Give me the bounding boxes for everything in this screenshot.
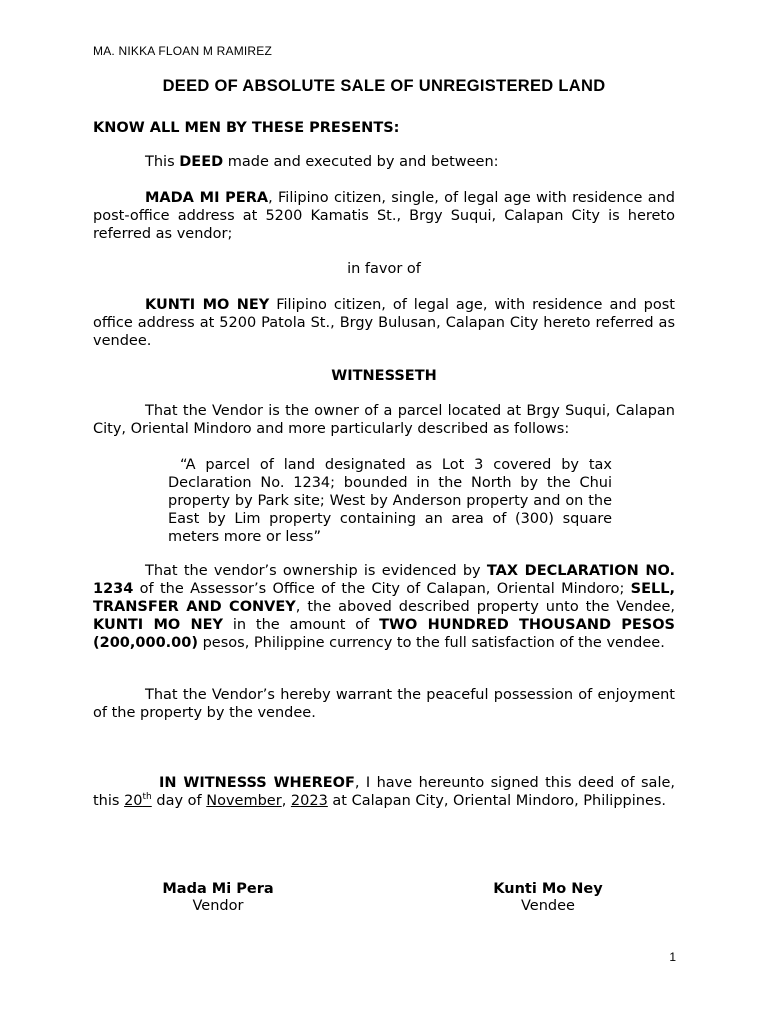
ownership-b4: TWO HUNDRED THOUSAND PESOS (200,000.00) xyxy=(93,617,675,651)
vendee-text: Filipino citizen, of legal age, with residence and post office address at 5200 Patola St., Brgy Bulusan, Calapan City hereto referred as vendee. xyxy=(93,297,675,349)
vendee-signature-name xyxy=(478,881,618,897)
vendee-name-bold: KUNTI MO NEY xyxy=(145,297,270,313)
vendor-name-bold: MADA MI PERA xyxy=(145,190,269,206)
vendor-paragraph xyxy=(93,189,675,243)
ownership-b1: TAX DECLARATION NO. 1234 xyxy=(93,563,676,597)
witness-bold: IN WITNESSS WHEREOF xyxy=(159,775,355,791)
witness-t1: , I have hereunto signed this deed of sale, this xyxy=(93,775,676,809)
know-all-heading: KNOW ALL MEN BY THESE PRESENTS: xyxy=(93,120,400,136)
quote-text: “A parcel of land designated as Lot 3 covered by tax Declaration No. 1234; bounded in the North by the Chui property by Park site; West by Anderson property and on the East by Lim property containing an area of (300) square meters more or less” xyxy=(168,457,612,545)
vendee-paragraph xyxy=(93,296,675,350)
warrant-paragraph xyxy=(93,686,675,722)
ownership-t4: in the amount of xyxy=(223,617,380,633)
ownership-b3: KUNTI MO NEY xyxy=(93,617,224,633)
intro-paragraph xyxy=(93,153,675,171)
vendor-sig-name-bold: Mada Mi Pera xyxy=(162,881,274,897)
witness-day xyxy=(124,793,152,809)
vendor-text: , Filipino citizen, single, of legal age with residence and post-office address at 5200 Kamatis St., Brgy Suqui, Calapan City is hereto referred as vendor; xyxy=(93,190,675,242)
page-number: 1 xyxy=(669,950,676,964)
header-author: MA. NIKKA FLOAN M RAMIREZ xyxy=(93,44,273,58)
parcel-text: That the Vendor is the owner of a parcel located at Brgy Suqui, Calapan City, Oriental Mindoro and more particularly described as follows: xyxy=(93,403,675,437)
witness-day-suffix: th xyxy=(142,792,152,803)
parcel-paragraph xyxy=(93,402,675,438)
witness-t2: day of xyxy=(151,793,207,809)
property-description-quote xyxy=(168,456,612,546)
document-title: DEED OF ABSOLUTE SALE OF UNREGISTERED LAND xyxy=(162,77,606,95)
vendor-signature-block xyxy=(148,881,288,914)
ownership-t5: pesos, Philippine currency to the full satisfaction of the vendee. xyxy=(197,635,665,651)
witness-day-number: 20 xyxy=(124,793,143,809)
witness-month: November xyxy=(206,793,282,809)
vendee-role-label: Vendee xyxy=(521,898,575,914)
witness-year: 2023 xyxy=(290,793,328,809)
witnesseth-bold: WITNESSETH xyxy=(331,368,437,384)
in-favor-of: in favor of xyxy=(347,261,421,277)
witness-t3: , xyxy=(281,793,291,809)
ownership-b2: SELL, TRANSFER AND CONVEY xyxy=(93,581,675,615)
vendor-role-label: Vendor xyxy=(192,898,244,914)
intro-pre: This xyxy=(145,154,180,170)
witness-whereof-paragraph xyxy=(93,774,675,810)
ownership-t2: of the Assessor’s Office of the City of Calapan, Oriental Mindoro; xyxy=(133,581,631,597)
ownership-t3: , the aboved described property unto the Vendee, xyxy=(295,599,675,615)
witness-t4: at Calapan City, Oriental Mindoro, Philippines. xyxy=(327,793,667,809)
ownership-paragraph xyxy=(93,562,675,652)
vendee-signature-block xyxy=(478,881,618,914)
vendor-signature-name xyxy=(148,881,288,897)
witnesseth-heading xyxy=(0,367,768,385)
vendee-sig-name-bold: Kunti Mo Ney xyxy=(493,881,603,897)
intro-bold: DEED xyxy=(179,154,224,170)
warrant-text: That the Vendor’s hereby warrant the peaceful possession of enjoyment of the property by the vendee. xyxy=(93,687,675,721)
intro-post: made and executed by and between: xyxy=(223,154,499,170)
ownership-t1: That the vendor’s ownership is evidenced by xyxy=(145,563,487,579)
